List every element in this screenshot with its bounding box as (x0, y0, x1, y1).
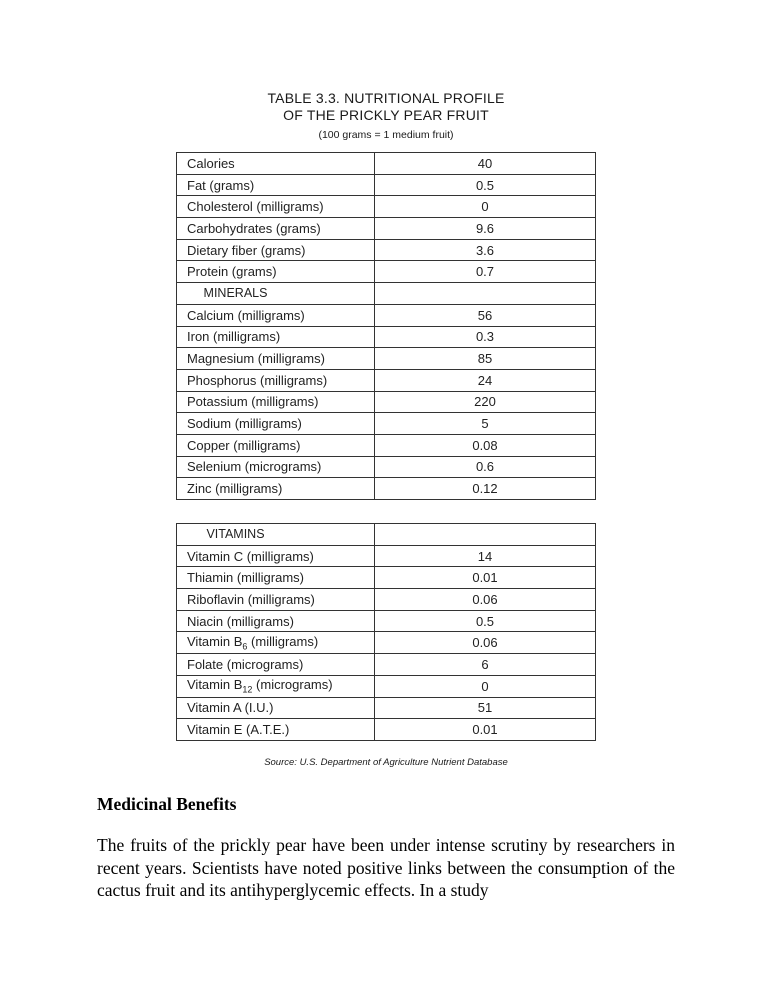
nutrient-label: Folate (micrograms) (177, 654, 375, 676)
table-row (177, 153, 596, 175)
nutrient-value: 24 (375, 369, 596, 391)
empty-cell (375, 283, 596, 305)
nutrient-label-subscript: 6 (242, 641, 248, 652)
nutrient-label: Magnesium (milligrams) (177, 348, 375, 370)
nutrient-value: 51 (375, 697, 596, 719)
table-row (177, 261, 596, 283)
table-row (177, 304, 596, 326)
nutrient-label: Phosphorus (milligrams) (177, 369, 375, 391)
nutrient-value: 0.3 (375, 326, 596, 348)
nutrient-label: Copper (milligrams) (177, 434, 375, 456)
table-row (177, 218, 596, 240)
nutrient-value: 0.7 (375, 261, 596, 283)
nutrient-label: Selenium (micrograms) (177, 456, 375, 478)
table-row (177, 675, 596, 697)
table-row (177, 567, 596, 589)
table-title-line-2: OF THE PRICKLY PEAR FRUIT (283, 107, 489, 123)
nutrient-value: 0.5 (375, 174, 596, 196)
nutrient-value: 0 (375, 675, 596, 697)
nutrient-label-subscript: 12 (242, 684, 253, 695)
section-header-label: VITAMINS (177, 524, 375, 546)
table-row (177, 434, 596, 456)
nutrient-label: Riboflavin (milligrams) (177, 589, 375, 611)
nutrition-table-general-minerals (176, 152, 596, 500)
nutrient-label-text: Vitamin B (187, 633, 243, 649)
nutrient-value: 14 (375, 545, 596, 567)
table-title-line-1: TABLE 3.3. NUTRITIONAL PROFILE (267, 90, 505, 106)
table-source-note: Source: U.S. Department of Agriculture Nutrient Database (264, 757, 508, 768)
table-row (177, 239, 596, 261)
nutrient-value: 3.6 (375, 239, 596, 261)
table-row (177, 326, 596, 348)
nutrient-label: Carbohydrates (grams) (177, 218, 375, 240)
nutrient-value: 9.6 (375, 218, 596, 240)
nutrient-value: 0 (375, 196, 596, 218)
nutrient-value: 5 (375, 413, 596, 435)
nutrient-label: Vitamin E (A.T.E.) (177, 719, 375, 741)
table-row (177, 719, 596, 741)
table-row (177, 369, 596, 391)
nutrient-label: Thiamin (milligrams) (177, 567, 375, 589)
nutrient-value: 0.5 (375, 610, 596, 632)
table-row (177, 697, 596, 719)
table-row (177, 654, 596, 676)
minerals-header-row (177, 283, 596, 305)
nutrient-label: Potassium (milligrams) (177, 391, 375, 413)
table-row (177, 478, 596, 500)
table-row (177, 610, 596, 632)
nutrient-label: Cholesterol (milligrams) (177, 196, 375, 218)
nutrient-label: Calcium (milligrams) (177, 304, 375, 326)
table-row (177, 589, 596, 611)
section-heading: Medicinal Benefits (97, 794, 237, 814)
nutrient-label-suffix: (micrograms) (252, 677, 333, 693)
nutrient-label: Dietary fiber (grams) (177, 239, 375, 261)
nutrient-label (177, 675, 375, 697)
section-header-label: MINERALS (177, 283, 375, 305)
nutrient-label: Sodium (milligrams) (177, 413, 375, 435)
table-row (177, 174, 596, 196)
table-row (177, 456, 596, 478)
nutrient-label: Calories (177, 153, 375, 175)
nutrient-label: Protein (grams) (177, 261, 375, 283)
nutrient-value: 40 (375, 153, 596, 175)
nutrient-value: 0.6 (375, 456, 596, 478)
table-row (177, 632, 596, 654)
nutrient-label (177, 632, 375, 654)
table-row (177, 196, 596, 218)
body-paragraph: The fruits of the prickly pear have been under intense scrutiny by researchers in recent years. Scientists have noted positive links between the consumption of the cactus fruit and its antihyperglycemic effects. In a study (97, 835, 675, 900)
nutrient-value: 0.06 (375, 589, 596, 611)
nutrient-value: 6 (375, 654, 596, 676)
nutrient-label-suffix: (milligrams) (247, 633, 319, 649)
nutrient-value: 0.01 (375, 567, 596, 589)
vitamins-header-row (177, 524, 596, 546)
nutrient-label: Fat (grams) (177, 174, 375, 196)
nutrient-label: Iron (milligrams) (177, 326, 375, 348)
nutrient-label: Zinc (milligrams) (177, 478, 375, 500)
nutrient-label: Vitamin A (I.U.) (177, 697, 375, 719)
table-row (177, 348, 596, 370)
nutrient-label: Niacin (milligrams) (177, 610, 375, 632)
nutrient-label-text: Vitamin B (187, 677, 243, 693)
table-subtitle: (100 grams = 1 medium fruit) (318, 129, 454, 141)
nutrient-value: 56 (375, 304, 596, 326)
nutrient-value: 0.06 (375, 632, 596, 654)
nutrient-value: 220 (375, 391, 596, 413)
nutrient-value: 0.12 (375, 478, 596, 500)
nutrient-label: Vitamin C (milligrams) (177, 545, 375, 567)
nutrition-table-vitamins (176, 523, 596, 741)
nutrient-value: 0.01 (375, 719, 596, 741)
nutrient-value: 0.08 (375, 434, 596, 456)
nutrient-value: 85 (375, 348, 596, 370)
table-row (177, 413, 596, 435)
table-row (177, 545, 596, 567)
empty-cell (375, 524, 596, 546)
table-row (177, 391, 596, 413)
